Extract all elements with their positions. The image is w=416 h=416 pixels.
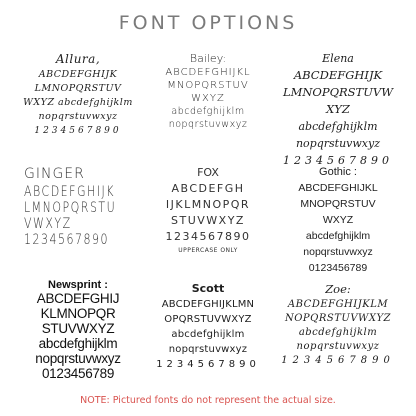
- font-name-elena: Elena: [322, 52, 354, 65]
- sample-line: LMNOPQRSTUVW: [282, 85, 394, 99]
- sample-line: WXYZ abcdefghijklm: [23, 97, 133, 108]
- sample-line: WXYZ: [191, 93, 225, 104]
- page-title: FONT OPTIONS: [118, 12, 298, 34]
- font-sample-zoe: [274, 282, 402, 394]
- font-sample-elena: [274, 52, 402, 164]
- sample-line: abcdefghijklm: [298, 327, 378, 338]
- sample-line: KLMNOPQR: [40, 307, 116, 321]
- sample-line: XYZ: [326, 102, 350, 116]
- font-name-gothic: Gothic :: [319, 166, 357, 178]
- sample-line: ABCDEFGHIJK: [24, 183, 115, 200]
- font-name-zoe: Zoe:: [325, 282, 351, 296]
- font-sample-fox: [144, 166, 272, 278]
- sample-line: 0123456789: [308, 262, 368, 274]
- font-name-bailey: Bailey:: [189, 52, 227, 65]
- sample-line: ABCDEFGHIJKLMN: [161, 299, 255, 310]
- sample-line: nopqrstuvwxyz: [296, 341, 380, 352]
- disclaimer-note: NOTE: Pictured fonts do not represent the actual size.: [80, 395, 336, 406]
- sample-line: 1234567890: [24, 231, 109, 248]
- sample-line: abcdefghijklm: [171, 329, 245, 340]
- sample-line: abcdefghijklm: [305, 230, 371, 242]
- sample-line: abcdefghijklm: [298, 120, 378, 133]
- uppercase-only-note: UPPERCASE ONLY: [178, 247, 238, 254]
- sample-line: ABCDEFGHIJK: [38, 69, 118, 80]
- sample-line: VWXYZ: [24, 215, 72, 232]
- sample-line: WXYZ: [322, 214, 354, 226]
- sample-line: nopqrstuvwxyz: [168, 344, 248, 355]
- sample-line: MNOPQRSTUV: [167, 80, 249, 91]
- font-name-scott: Scott: [191, 282, 225, 295]
- sample-line: nopqrstuvwxyz: [38, 111, 118, 122]
- sample-line: STUVWXYZ: [171, 214, 245, 227]
- sample-line: LMNOPQRSTU: [24, 199, 117, 216]
- sample-line: nopqrstuvwxyz: [168, 119, 248, 130]
- sample-line: ABCDEFGHIJK: [293, 68, 383, 82]
- sample-line: abcdefghijklm: [171, 106, 245, 117]
- font-sample-gothic: [274, 166, 402, 278]
- sample-line: nopqrstuvwxyz: [295, 137, 381, 150]
- sample-line: abcdefghijklm: [38, 337, 118, 351]
- sample-line: NOPQRSTUVWXYZ: [284, 313, 392, 324]
- font-name-newsprint: Newsprint :: [48, 279, 108, 291]
- font-sample-allura: [14, 52, 142, 164]
- sample-line: 1234567890: [165, 230, 251, 243]
- sample-line: ABCDEFGH: [171, 182, 245, 195]
- font-name-ginger: GINGER: [24, 166, 85, 182]
- sample-line: 1234567890: [34, 126, 122, 136]
- sample-line: OPQRSTUVWXYZ: [164, 314, 252, 325]
- font-name-fox: FOX: [197, 166, 219, 179]
- sample-line: 1234567890: [156, 359, 260, 370]
- sample-line: STUVWXYZ: [41, 322, 115, 336]
- sample-line: ABCDEFGHIJKL: [165, 67, 251, 78]
- font-sample-ginger: [14, 166, 142, 278]
- font-sample-newsprint: [14, 279, 142, 391]
- sample-line: 1234567890: [283, 154, 393, 164]
- sample-line: 1234567890: [281, 355, 395, 366]
- sample-line: 0123456789: [41, 367, 115, 381]
- sample-line: nopqrstuvwxyz: [35, 352, 121, 366]
- sample-line: MNOPQRSTUV: [300, 198, 376, 210]
- sample-line: nopqrstuvwxyz: [303, 246, 373, 258]
- sample-line: LMNOPQRSTUV: [34, 83, 122, 94]
- font-sample-scott: [144, 282, 272, 394]
- font-name-allura: Allura,: [55, 52, 101, 66]
- sample-line: ABCDEFGHIJKLM: [287, 299, 389, 310]
- font-sample-bailey: [144, 52, 272, 164]
- sample-line: ABCDEFGHIJKL: [298, 182, 378, 194]
- sample-line: IJKLMNOPQR: [165, 198, 251, 211]
- sample-line: ABCDEFGHIJ: [36, 292, 120, 306]
